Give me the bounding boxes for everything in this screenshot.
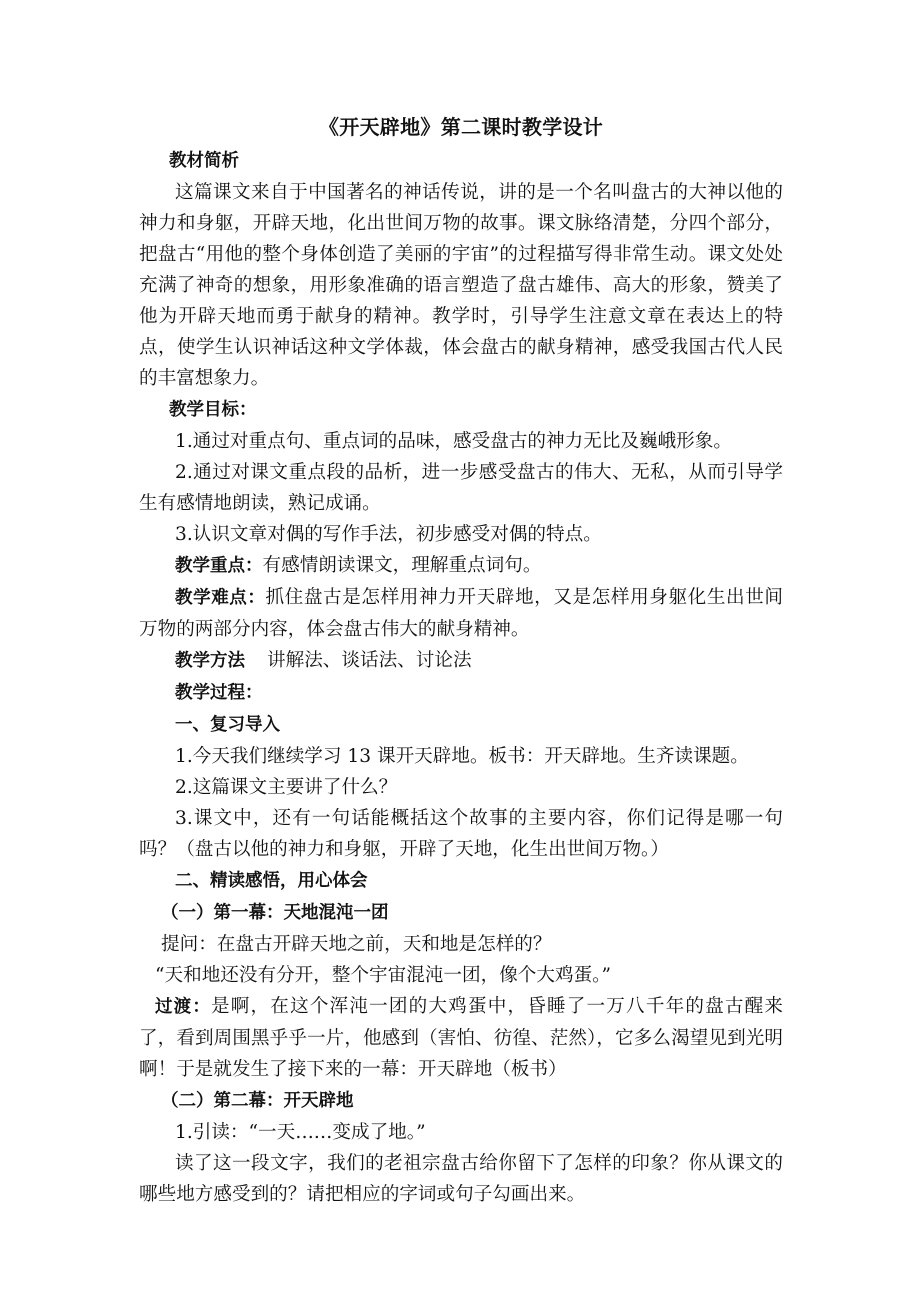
part1-heading-line [139, 709, 783, 741]
part1-heading: 一、复习导入 [175, 715, 280, 735]
act2-item-1: 1.引读：“一天……变成了地。” [175, 1122, 426, 1143]
section-heading-material [139, 145, 783, 177]
act1-transition [139, 991, 783, 1085]
part2-heading-line [139, 865, 783, 897]
act1-quote: “天和地还没有分开，整个宇宙混沌一团，像个大鸡蛋。” [155, 965, 611, 986]
difficulty [139, 582, 783, 645]
difficulty-text: 抓住盘古是怎样用神力开天辟地，又是怎样用身躯化生出世间万物的两部分内容，体会盘古伟大的献身精神。 [139, 587, 783, 640]
key-point-label: 教学重点： [175, 556, 263, 576]
transition-label: 过渡： [155, 997, 212, 1017]
part1-item-1: 1.今天我们继续学习 13 课开天辟地。板书：开天辟地。生齐读课题。 [175, 746, 749, 767]
transition-text: 是啊，在这个浑沌一团的大鸡蛋中，昏睡了一万八千年的盘古醒来了，看到周围黑乎乎一片，他感到（害怕、彷徨、茫然），它多么渴望见到光明啊！于是就发生了接下来的一幕：开天辟地（板书） [139, 996, 783, 1080]
process-heading-line [139, 677, 783, 709]
objective-item-2: 2.通过对课文重点段的品析，进一步感受盘古的伟大、无私，从而引导学生有感情地朗读，熟记成诵。 [139, 462, 783, 514]
objectives-heading: 教学目标： [169, 400, 257, 420]
difficulty-label: 教学难点： [175, 588, 266, 608]
part1-item-3: 3.课文中，还有一句话能概括这个故事的主要内容，你们记得是哪一句吗？（盘古以他的神力和身躯，开辟了天地，化生出世间万物。） [139, 808, 783, 860]
teaching-method [139, 645, 783, 677]
method-text: 讲解法、谈话法、讨论法 [267, 650, 472, 671]
part2-heading: 二、精读感悟，用心体会 [175, 871, 368, 891]
act2-prompt: 读了这一段文字，我们的老祖宗盘古给你留下了怎样的印象？你从课文的哪些地方感受到的？请把相应的字词或句子勾画出来。 [139, 1153, 783, 1205]
material-body: 这篇课文来自于中国著名的神话传说，讲的是一个名叫盘古的大神以他的神力和身躯，开辟天地，化出世间万物的故事。课文脉络清楚，分四个部分，把盘古“用他的整个身体创造了美丽的宇宙”的过程描写得非常生动。课文处处充满了神奇的想象，用形象准确的语言塑造了盘古雄伟、高大的形象，赞美了他为开辟天地而勇于献身的精神。教学时，引导学生注意文章在表达上的特点，使学生认识神话这种文学体裁，体会盘古的献身精神，感受我国古代人民的丰富想象力。 [139, 182, 783, 389]
key-point-text: 有感情朗读课文，理解重点词句。 [262, 555, 542, 576]
process-heading: 教学过程： [175, 683, 263, 703]
method-label: 教学方法 [175, 651, 245, 671]
act2-heading-line [139, 1085, 783, 1117]
key-point [139, 550, 783, 582]
objectives-heading-line [139, 394, 783, 426]
material-heading: 教材简析 [169, 151, 239, 171]
objective-item-3: 3.认识文章对偶的写作手法，初步感受对偶的特点。 [175, 524, 602, 545]
act1-heading: （一）第一幕：天地混沌一团 [161, 903, 389, 923]
act1-heading-line [139, 897, 783, 929]
document-page [139, 112, 783, 1210]
act2-heading: （二）第二幕：开天辟地 [161, 1091, 354, 1111]
act1-question: 提问：在盘古开辟天地之前，天和地是怎样的？ [161, 934, 552, 955]
part1-item-2: 2.这篇课文主要讲了什么？ [175, 777, 398, 798]
document-title: 《开天辟地》第二课时教学设计 [318, 115, 604, 139]
objective-item-1: 1.通过对重点句、重点词的品味，感受盘古的神力无比及巍峨形象。 [175, 431, 732, 452]
